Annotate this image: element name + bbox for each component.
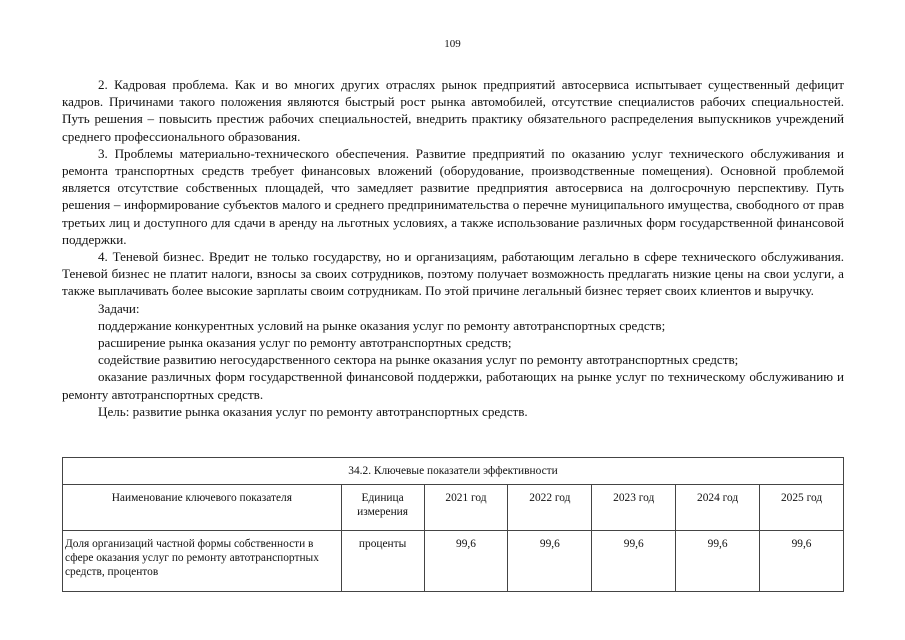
body-text [62,76,844,420]
cell-value-2021: 99,6 [424,531,508,592]
paragraph-material-problem: 3. Проблемы материально-технического обеспечения. Развитие предприятий по оказанию услуг технического обслуживания и ремонта транспортных средств требует финансовых вложений (оборудование, производственные помещения). Основной проблемой является отсутствие собственных площадей, что замедляет развитие предприятия автосервиса на долгосрочную перспективу. Путь решения – информирование субъектов малого и среднего предпринимательства о перечне муниципального имущества, свободного от прав третьих лиц и доступного для сдачи в аренду на льготных условиях, а также использование различных форм государственной финансовой поддержки. [62,145,844,247]
header-year-2025: 2025 год [760,485,844,531]
cell-indicator-name: Доля организаций частной формы собственности в сфере оказания услуг по ремонту автотранспортных средств, процентов [63,531,342,592]
cell-value-2023: 99,6 [592,531,676,592]
task-item: расширение рынка оказания услуг по ремонту автотранспортных средств; [98,335,512,351]
cell-value-2025: 99,6 [760,531,844,592]
kpi-table [62,457,844,592]
header-unit: Единица измерения [341,485,424,531]
header-year-2021: 2021 год [424,485,508,531]
table-title: 34.2. Ключевые показатели эффективности [63,458,844,485]
paragraph-shadow-business: 4. Теневой бизнес. Вредит не только государству, но и организациям, работающим легально в сфере технического обслуживания. Теневой бизнес не платит налоги, взносы за своих сотрудников, поэтому получает возможность предлагать низкие цены на свои услуги, а также выплачивать более высокие зарплаты своим сотрудникам. По этой причине легальный бизнес теряет своих клиентов и выручку. [62,249,844,299]
cell-value-2022: 99,6 [508,531,592,592]
paragraph-staff-problem: 2. Кадровая проблема. Как и во многих других отраслях рынок предприятий автосервиса испытывает существенный дефицит кадров. Причинами такого положения являются быстрый рост рынка автомобилей, отсутствие специалистов рабочих специальностей. Путь решения – повысить престиж рабочих специальностей, внедрить практику обязательного распределения выпускников учреждений среднего профессионального образования. [62,77,844,144]
cell-value-2024: 99,6 [676,531,760,592]
goal-line: Цель: развитие рынка оказания услуг по ремонту автотранспортных средств. [98,403,528,419]
cell-unit: проценты [341,531,424,592]
task-item: оказание различных форм государственной финансовой поддержки, работающих на рынке услуг по техническому обслуживанию и ремонту автотранспортных средств. [62,369,844,402]
header-year-2023: 2023 год [592,485,676,531]
task-item: поддержание конкурентных условий на рынке оказания услуг по ремонту автотранспортных средств; [98,317,666,333]
header-indicator-name: Наименование ключевого показателя [63,485,342,531]
header-year-2022: 2022 год [508,485,592,531]
tasks-heading: Задачи: [98,300,140,316]
page-number: 109 [444,38,461,50]
task-item: содействие развитию негосударственного сектора на рынке оказания услуг по ремонту автотранспортных средств; [98,352,739,368]
header-year-2024: 2024 год [676,485,760,531]
table-row [63,531,844,592]
